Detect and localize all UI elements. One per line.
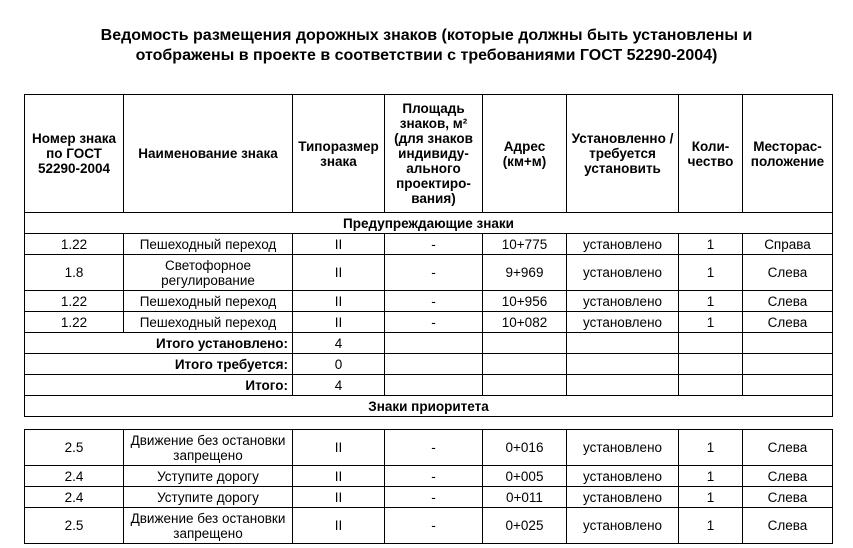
total-label: Итого: <box>25 375 293 396</box>
cell-name: Пешеходный переход <box>124 312 293 333</box>
cell-area: - <box>385 508 483 544</box>
cell-address: 9+969 <box>483 255 567 291</box>
cell-area: - <box>385 430 483 466</box>
cell-address: 10+082 <box>483 312 567 333</box>
empty-cell <box>567 354 679 375</box>
table-row <box>25 291 833 312</box>
cell-address: 10+775 <box>483 234 567 255</box>
table-row <box>25 466 833 487</box>
empty-cell <box>679 333 743 354</box>
total-required-label: Итого требуется: <box>25 354 293 375</box>
cell-qty: 1 <box>679 487 743 508</box>
empty-cell <box>679 375 743 396</box>
cell-address: 0+005 <box>483 466 567 487</box>
cell-qty: 1 <box>679 430 743 466</box>
header-area: Площадь знаков, м² (для знаков индивидуального проектирования) <box>385 95 483 213</box>
cell-status: установлено <box>567 430 679 466</box>
cell-qty: 1 <box>679 291 743 312</box>
cell-name: Пешеходный переход <box>124 291 293 312</box>
header-address: Адрес (км+м) <box>483 95 567 213</box>
cell-size: II <box>293 487 385 508</box>
cell-number: 1.8 <box>25 255 124 291</box>
empty-cell <box>483 354 567 375</box>
cell-location: Слева <box>743 291 833 312</box>
document-title <box>20 26 833 66</box>
cell-number: 2.4 <box>25 487 124 508</box>
cell-address: 0+016 <box>483 430 567 466</box>
cell-number: 1.22 <box>25 291 124 312</box>
cell-number: 2.5 <box>25 430 124 466</box>
title-line-2: отображены в проекте в соответствии с требованиями ГОСТ 52290-2004) <box>135 47 718 64</box>
cell-qty: 1 <box>679 508 743 544</box>
table-row <box>25 255 833 291</box>
empty-cell <box>385 354 483 375</box>
cell-qty: 1 <box>679 234 743 255</box>
cell-number: 2.5 <box>25 508 124 544</box>
cell-size: II <box>293 255 385 291</box>
empty-cell <box>743 333 833 354</box>
title-line-1: Ведомость размещения дорожных знаков (которые должны быть установлены и <box>100 27 753 44</box>
cell-qty: 1 <box>679 255 743 291</box>
empty-cell <box>567 375 679 396</box>
table-header-row <box>25 95 833 213</box>
cell-name: Движение без остановки запрещено <box>124 430 293 466</box>
cell-area: - <box>385 312 483 333</box>
cell-number: 2.4 <box>25 466 124 487</box>
header-size: Типоразмер знака <box>293 95 385 213</box>
cell-name: Пешеходный переход <box>124 234 293 255</box>
cell-size: II <box>293 508 385 544</box>
cell-size: II <box>293 291 385 312</box>
cell-location: Слева <box>743 508 833 544</box>
total-value: 4 <box>293 375 385 396</box>
cell-location: Справа <box>743 234 833 255</box>
total-installed-label: Итого установлено: <box>25 333 293 354</box>
cell-size: II <box>293 234 385 255</box>
cell-status: установлено <box>567 466 679 487</box>
cell-qty: 1 <box>679 466 743 487</box>
section-row-warning <box>25 213 833 234</box>
cell-address: 0+011 <box>483 487 567 508</box>
cell-location: Слева <box>743 255 833 291</box>
cell-address: 0+025 <box>483 508 567 544</box>
section-title: Предупреждающие знаки <box>25 213 833 234</box>
header-status: Установленно / требуется установить <box>567 95 679 213</box>
empty-cell <box>567 333 679 354</box>
empty-cell <box>679 354 743 375</box>
cell-status: установлено <box>567 291 679 312</box>
empty-cell <box>385 375 483 396</box>
header-qty: Количество <box>679 95 743 213</box>
header-location: Месторасположение <box>743 95 833 213</box>
total-row <box>25 375 833 396</box>
total-installed-row <box>25 333 833 354</box>
cell-number: 1.22 <box>25 234 124 255</box>
cell-name: Уступите дорогу <box>124 487 293 508</box>
empty-cell <box>385 333 483 354</box>
empty-cell <box>743 375 833 396</box>
spacer-row <box>25 417 833 430</box>
empty-cell <box>743 354 833 375</box>
cell-size: II <box>293 466 385 487</box>
cell-size: II <box>293 312 385 333</box>
cell-number: 1.22 <box>25 312 124 333</box>
spacer-cell <box>25 417 833 430</box>
cell-address: 10+956 <box>483 291 567 312</box>
table-row <box>25 430 833 466</box>
table-row <box>25 487 833 508</box>
cell-name: Уступите дорогу <box>124 466 293 487</box>
table-row <box>25 312 833 333</box>
table-row <box>25 234 833 255</box>
total-installed-value: 4 <box>293 333 385 354</box>
section-title: Знаки приоритета <box>25 396 833 417</box>
cell-area: - <box>385 487 483 508</box>
cell-area: - <box>385 234 483 255</box>
cell-location: Слева <box>743 466 833 487</box>
cell-name: Движение без остановки запрещено <box>124 508 293 544</box>
cell-status: установлено <box>567 508 679 544</box>
cell-status: установлено <box>567 255 679 291</box>
cell-location: Слева <box>743 312 833 333</box>
cell-qty: 1 <box>679 312 743 333</box>
total-required-value: 0 <box>293 354 385 375</box>
empty-cell <box>483 333 567 354</box>
empty-cell <box>483 375 567 396</box>
road-signs-table <box>24 94 833 544</box>
cell-area: - <box>385 466 483 487</box>
section-row-priority <box>25 396 833 417</box>
cell-status: установлено <box>567 487 679 508</box>
cell-location: Слева <box>743 430 833 466</box>
table-row <box>25 508 833 544</box>
cell-location: Слева <box>743 487 833 508</box>
cell-status: установлено <box>567 234 679 255</box>
cell-size: II <box>293 430 385 466</box>
cell-area: - <box>385 255 483 291</box>
total-required-row <box>25 354 833 375</box>
cell-area: - <box>385 291 483 312</box>
cell-status: установлено <box>567 312 679 333</box>
header-name: Наименование знака <box>124 95 293 213</box>
cell-name: Светофорное регулирование <box>124 255 293 291</box>
header-number: Номер знака по ГОСТ 52290-2004 <box>25 95 124 213</box>
